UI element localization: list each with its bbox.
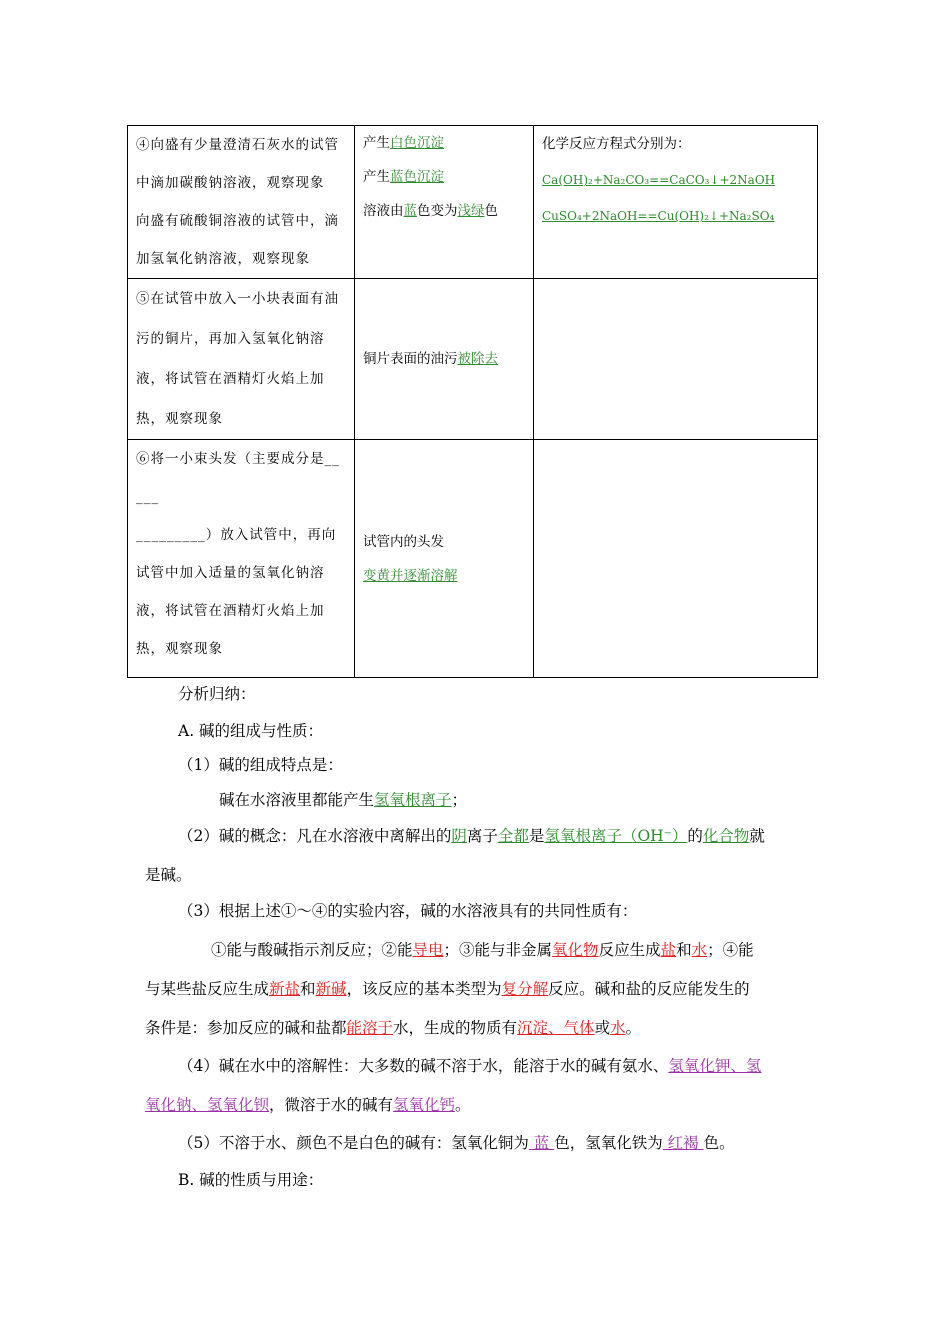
equation-1: Ca(OH)₂+Na₂CO₃==CaCO₃↓+2NaOH: [542, 173, 776, 187]
answer-text: 氧化物: [552, 941, 599, 959]
body-text: 和: [300, 980, 316, 998]
body-text: 反应生成: [598, 941, 661, 959]
observation-text: 产生: [363, 135, 390, 151]
observation-text: 产生: [363, 169, 390, 185]
answer-text: 新盐: [269, 980, 301, 998]
answer-text: 水: [610, 1019, 626, 1037]
section-a-title: A. 碱的组成与性质：: [178, 722, 324, 740]
observation-cell: [355, 279, 534, 440]
procedure-text: 向盛有硫酸铜溶液的试管中，滴加氢氧化钠溶液，观察现象: [136, 213, 339, 267]
observation-text: 试管内的头发: [363, 533, 444, 550]
answer-text: 浅绿: [457, 203, 485, 219]
body-text: ，微溶于水的碱有: [269, 1096, 394, 1114]
answer-text: 导电: [412, 941, 444, 959]
observation-text: 溶液由: [363, 203, 404, 219]
body-text: （5）不溶于水、颜色不是白色的碱有：氢氧化铜为: [178, 1134, 529, 1152]
table-row: [128, 440, 818, 678]
point-4-line-2: [145, 1093, 471, 1115]
body-text: 与某些盐反应生成: [145, 980, 270, 998]
body-text: 和: [676, 941, 692, 959]
body-text: ；③能与非金属: [443, 941, 553, 959]
procedure-cell: [128, 440, 355, 678]
answer-text: 氢氧化钙: [393, 1096, 456, 1114]
answer-text: 蓝: [528, 1134, 555, 1152]
equation-cell: [534, 126, 818, 279]
procedure-text: _________）放入试管中，再向试管中加入适量的氢氧化钠溶液，将试管在酒精灯火焰上加热，观察现象: [136, 527, 337, 657]
observation-text: 色变为: [417, 203, 458, 219]
answer-text: 氢氧根离子: [374, 791, 452, 809]
observation-text: 色: [484, 203, 498, 219]
procedure-text: ⑤在试管中放入一小块表面有油污的铜片，再加入氢氧化钠溶液，将试管在酒精灯火焰上加热，观察现象: [136, 291, 339, 427]
answer-text: 盐: [660, 941, 677, 959]
analysis-heading: 分析归纳：: [178, 685, 256, 703]
observation-cell: [355, 440, 534, 678]
answer-text: 氧化钠、氢氧化钡: [145, 1096, 270, 1114]
point-1-text: [219, 788, 467, 810]
answer-text: 水: [691, 941, 708, 959]
answer-text: 蓝: [403, 203, 417, 219]
body-text: ；: [451, 791, 468, 809]
section-b-title: B. 碱的性质与用途：: [178, 1171, 324, 1189]
answer-text: 白色沉淀: [390, 135, 444, 151]
body-text: 色，氢氧化铁为: [554, 1134, 663, 1152]
answer-text: 复分解: [501, 980, 549, 998]
point-2-text: [178, 824, 765, 846]
point-2-text-cont: 是碱。: [145, 866, 192, 884]
answer-text: 氢氧化钾、氢: [668, 1057, 762, 1075]
equation-intro: 化学反应方程式分别为：: [542, 136, 691, 152]
body-text: （2）碱的概念：凡在水溶液中离解出的: [178, 827, 452, 845]
body-text: ，该反应的基本类型为: [346, 980, 502, 998]
body-text: 碱在水溶液里都能产生: [219, 791, 375, 809]
body-text: 就: [749, 827, 765, 845]
point-3-line-1: [211, 938, 754, 960]
equation-cell: [534, 279, 818, 440]
body-text: （4）碱在水中的溶解性：大多数的碱不溶于水，能溶于水的碱有氨水、: [178, 1057, 669, 1075]
procedure-text: ④向盛有少量澄清石灰水的试管中滴加碳酸钠溶液，观察现象: [136, 137, 339, 191]
procedure-text: ___: [136, 489, 160, 505]
body-text: 的: [687, 827, 703, 845]
answer-text: 沉淀、气体: [517, 1019, 595, 1037]
point-3-title: （3）根据上述①～④的实验内容，碱的水溶液具有的共同性质有：: [178, 902, 638, 920]
answer-text: 被除去: [457, 351, 498, 367]
body-text: 条件是：参加反应的碱和盐都: [145, 1019, 347, 1037]
answer-text: 蓝色沉淀: [390, 169, 444, 185]
body-text: ；④能: [707, 941, 754, 959]
answer-text: 能溶于: [346, 1019, 394, 1037]
observation-cell: [355, 126, 534, 279]
equation-2: CuSO₄+2NaOH==Cu(OH)₂↓+Na₂SO₄: [542, 209, 775, 223]
body-text: 水，生成的物质有: [393, 1019, 518, 1037]
body-text: 或: [594, 1019, 611, 1037]
answer-text: 阴: [451, 827, 467, 845]
procedure-cell: [128, 279, 355, 440]
point-5-text: [178, 1131, 735, 1153]
point-3-line-3: [145, 1016, 641, 1038]
body-text: 反应。碱和盐的反应能发生的: [548, 980, 750, 998]
answer-text: 化合物: [702, 827, 750, 845]
body-text: 。: [455, 1096, 471, 1114]
body-text: 色。: [703, 1134, 735, 1152]
answer-text: 氢氧根离子（OH⁻）: [544, 827, 688, 845]
body-text: 是: [528, 827, 545, 845]
answer-text: 变黄并逐渐溶解: [363, 567, 458, 584]
body-text: 。: [625, 1019, 642, 1037]
equation-cell: [534, 440, 818, 678]
body-text: ①能与酸碱指示剂反应；②能: [211, 941, 413, 959]
body-text: 离子: [466, 827, 498, 845]
observation-text: 铜片表面的油污: [363, 351, 458, 367]
answer-text: 红褐: [662, 1134, 704, 1152]
table-row: [128, 279, 818, 440]
answer-text: 全都: [497, 827, 529, 845]
point-4-line-1: [178, 1054, 761, 1076]
procedure-text: ⑥将一小束头发（主要成分是__: [136, 451, 340, 467]
point-3-line-2: [145, 977, 750, 999]
table-row: [128, 126, 818, 279]
answer-text: 新碱: [315, 980, 347, 998]
point-1-title: （1）碱的组成特点是：: [178, 756, 343, 774]
procedure-cell: [128, 126, 355, 279]
experiment-table: [127, 125, 818, 678]
